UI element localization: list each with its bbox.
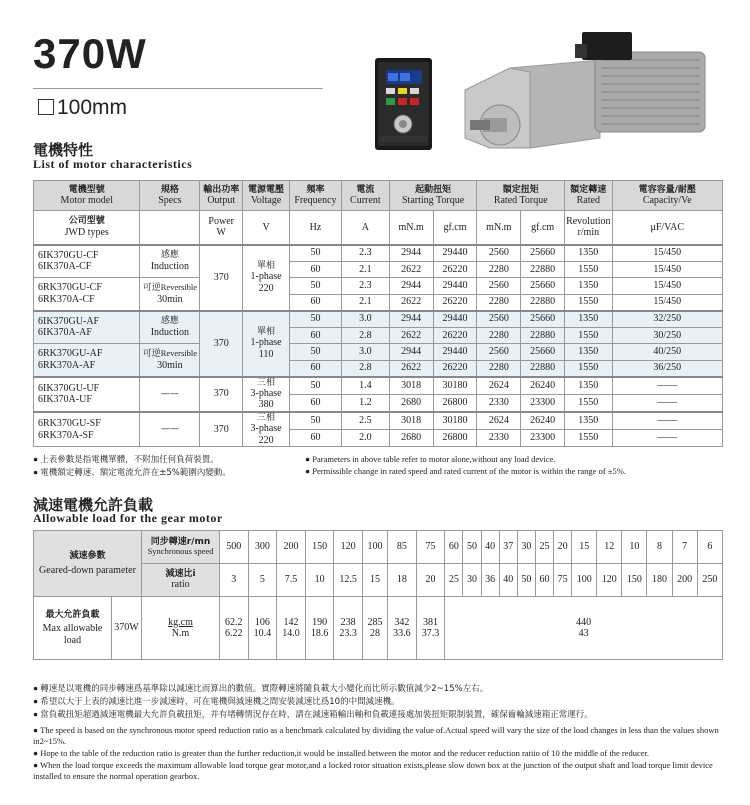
power-cell: 370 [200, 245, 243, 311]
cell-r1: 2560 [477, 344, 521, 361]
allowable-load-table [33, 530, 723, 660]
note-en-2: Permissible change in rated speed and rated current of the motor is within the range of ±5%. [312, 466, 626, 476]
specs-cell: 感應 Induction [140, 245, 200, 278]
ratio-cell: 120 [597, 564, 622, 597]
cell-a: 2.0 [341, 429, 389, 446]
load-cell: 106 10.4 [248, 597, 277, 660]
load-cell: 238 23.3 [334, 597, 363, 660]
col-power-unit: Power W [200, 211, 243, 245]
ratio-cell: 18 [388, 564, 417, 597]
cell-cap: —— [612, 412, 722, 429]
col-voltage-unit: V [243, 211, 290, 245]
cell-s2: 30180 [433, 412, 477, 429]
col-st-unit-mnm: mN.m [389, 211, 433, 245]
speed-cell: 20 [554, 531, 572, 564]
cell-cap: 40/250 [612, 344, 722, 361]
specs-cell: —— [140, 377, 200, 412]
ratio-cell: 30 [463, 564, 481, 597]
cell-cap: 15/450 [612, 294, 722, 311]
col-power: 輸出功率 Output [200, 181, 243, 211]
col-voltage: 電源電壓 Voltage [243, 181, 290, 211]
cell-a: 2.8 [341, 360, 389, 377]
cell-cap: 32/250 [612, 311, 722, 328]
cell-r1: 2280 [477, 360, 521, 377]
model-name: 6RK370GU-CF [38, 282, 102, 294]
cell-r1: 2330 [477, 394, 521, 412]
param-label: 減速參數 Geared-down parameter [34, 531, 142, 597]
cell-rpm: 1350 [565, 278, 612, 295]
load-cell: 342 33.6 [388, 597, 417, 660]
square-frame-icon [38, 99, 54, 115]
cell-f: 50 [289, 377, 341, 395]
cell-s2: 29440 [433, 278, 477, 295]
speed-cell: 8 [647, 531, 672, 564]
speed-cell: 40 [481, 531, 499, 564]
ratio-cell: 50 [517, 564, 535, 597]
model-name: 6IK370A-CF [38, 261, 92, 273]
load-cell: 142 14.0 [277, 597, 306, 660]
col-frequency-unit: Hz [289, 211, 341, 245]
power-cell: 370 [200, 377, 243, 412]
cell-s2: 26220 [433, 327, 477, 344]
cell-rpm: 1350 [565, 344, 612, 361]
col-current-unit: A [341, 211, 389, 245]
specs-cell: 感應 Induction [140, 311, 200, 344]
speed-cell: 7 [672, 531, 697, 564]
cell-a: 3.0 [341, 311, 389, 328]
cell-r1: 2280 [477, 261, 521, 278]
voltage-cell: 三相 3-phase 380 [243, 377, 290, 412]
table-row [34, 377, 723, 395]
footnote-zh-2: 希望以大于上表的減速比進一步減速時，可在電機與減速機之間安裝減速比爲10的中間減速機。 [40, 697, 400, 707]
cell-a: 2.3 [341, 245, 389, 262]
table-row [34, 412, 723, 429]
cell-r2: 22880 [521, 327, 565, 344]
cell-r1: 2624 [477, 412, 521, 429]
cell-s1: 3018 [389, 377, 433, 395]
voltage-cell: 單相 1-phase 220 [243, 245, 290, 311]
cell-r1: 2560 [477, 278, 521, 295]
load-cell: 285 28 [362, 597, 387, 660]
speed-cell: 10 [622, 531, 647, 564]
load-cell-rest: 440 43 [445, 597, 723, 660]
ratio-cell: 250 [697, 564, 722, 597]
motor-product-image [370, 20, 725, 150]
cell-r2: 25660 [521, 245, 565, 262]
cell-f: 60 [289, 294, 341, 311]
cell-cap: —— [612, 394, 722, 412]
col-model: 電機型號 Motor model [34, 181, 140, 211]
cell-s2: 29440 [433, 311, 477, 328]
cell-r1: 2624 [477, 377, 521, 395]
cell-rpm: 1350 [565, 245, 612, 262]
cell-s1: 2944 [389, 344, 433, 361]
cell-r1: 2280 [477, 327, 521, 344]
speed-cell: 300 [248, 531, 277, 564]
model-cell [34, 245, 140, 278]
col-rt-unit-mnm: mN.m [477, 211, 521, 245]
cell-f: 50 [289, 278, 341, 295]
cell-rpm: 1350 [565, 412, 612, 429]
cell-s1: 2622 [389, 360, 433, 377]
cell-s2: 30180 [433, 377, 477, 395]
cell-s1: 2944 [389, 311, 433, 328]
cell-cap: —— [612, 429, 722, 446]
cell-r1: 2560 [477, 245, 521, 262]
cell-a: 1.4 [341, 377, 389, 395]
cell-s2: 26220 [433, 261, 477, 278]
col-rt-unit-gfcm: gf.cm [521, 211, 565, 245]
col-rated-torque: 額定扭矩 Rated Torque [477, 181, 565, 211]
power-cell: 370 [200, 412, 243, 447]
cell-r1: 2280 [477, 294, 521, 311]
max-load-label: 最大允許負載 Max allowable load [34, 597, 112, 660]
col-rr-unit: Revolution r/min [565, 211, 612, 245]
cell-r2: 23300 [521, 429, 565, 446]
cell-rpm: 1350 [565, 377, 612, 395]
speed-cell: 50 [463, 531, 481, 564]
cell-r2: 22880 [521, 294, 565, 311]
cell-a: 2.1 [341, 261, 389, 278]
cell-s2: 26220 [433, 294, 477, 311]
ratio-cell: 12.5 [334, 564, 363, 597]
speed-controller-image [375, 58, 432, 150]
note-zh-2: 電機額定轉速、額定電流允許在±5%範圍內變動。 [40, 468, 231, 478]
footnote-en-1: The speed is based on the synchronous motor speed reduction ratio as a benchmark calculated by dividing the value of.Actual speed will vary the size of the load changes in less than the values shown in2~15%. [33, 725, 719, 746]
cell-rpm: 1550 [565, 394, 612, 412]
cell-r2: 25660 [521, 344, 565, 361]
ratio-cell: 5 [248, 564, 277, 597]
speed-cell: 150 [305, 531, 334, 564]
ratio-cell: 20 [416, 564, 445, 597]
gear-motor-image [465, 32, 705, 148]
cell-f: 60 [289, 429, 341, 446]
speed-cell: 25 [535, 531, 553, 564]
cell-cap: —— [612, 377, 722, 395]
cell-cap: 15/450 [612, 278, 722, 295]
footnote-zh-3: 當負載扭矩超過減速電機最大允許負載扭矩，并有堵轉情況存在時，請在減速箱輸出軸和負載連接處加裝扭矩限制裝置，確保齒輪減速箱正常運行。 [40, 710, 593, 720]
speed-cell: 6 [697, 531, 722, 564]
frame-size [38, 96, 127, 120]
cell-rpm: 1550 [565, 261, 612, 278]
cell-s1: 2622 [389, 294, 433, 311]
cell-f: 60 [289, 360, 341, 377]
notes-en: ● Parameters in above table refer to motor alone,without any load device. ● Permissible change in rated speed and rated current of the motor is within the range of ±5%. [305, 454, 626, 476]
specs-cell: 可逆Reversible 30min [140, 344, 200, 377]
power-cell: 370W [112, 597, 142, 660]
cell-f: 50 [289, 311, 341, 328]
model-name: 6RK370A-CF [38, 293, 95, 305]
speed-row [34, 531, 723, 564]
cell-f: 50 [289, 344, 341, 361]
speed-cell: 200 [277, 531, 306, 564]
note-en-1: Parameters in above table refer to motor alone,without any load device. [312, 454, 556, 464]
ratio-cell: 180 [647, 564, 672, 597]
model-cell [34, 344, 140, 377]
title-divider [33, 88, 323, 89]
cell-r2: 22880 [521, 360, 565, 377]
cell-s2: 26220 [433, 360, 477, 377]
voltage-cell: 三相 3-phase 220 [243, 412, 290, 447]
col-jwd-type: 公司型號 JWD types [34, 211, 140, 245]
ratio-cell: 36 [481, 564, 499, 597]
col-frequency: 頻率 Frequency [289, 181, 341, 211]
footnote-zh-1: 轉速是以電機的同步轉速爲基準除以減速比而算出的數值。實際轉速將隨負載大小變化而比所示數值減少2~15%左右。 [40, 684, 489, 694]
motor-characteristics-subheading: List of motor characteristics [33, 157, 193, 171]
load-cell: 381 37.3 [416, 597, 445, 660]
speed-cell: 60 [445, 531, 463, 564]
cell-s1: 2680 [389, 394, 433, 412]
notes-zh: ● 上表參數是指電機單體，不附加任何負荷裝置。 ● 電機額定轉速、額定電流允許在±5%範圍內變動。 [33, 454, 231, 478]
motor-characteristics-table [33, 180, 723, 447]
frame-size-value: 100mm [57, 96, 128, 119]
cell-s2: 26800 [433, 394, 477, 412]
ratio-cell: 200 [672, 564, 697, 597]
unit-cell: kg.cm N.m [142, 597, 220, 660]
cell-rpm: 1350 [565, 311, 612, 328]
cell-f: 50 [289, 245, 341, 262]
cell-a: 2.1 [341, 294, 389, 311]
page-title: 370W [33, 30, 147, 77]
model-name: 6IK370A-AF [38, 327, 92, 339]
load-cell: 62.2 6.22 [220, 597, 249, 660]
model-name: 6RK370A-SF [38, 429, 94, 441]
model-name: 6RK370A-AF [38, 359, 96, 371]
ratio-cell: 7.5 [277, 564, 306, 597]
cell-s1: 2944 [389, 245, 433, 262]
col-cap-unit: μF/VAC [612, 211, 722, 245]
cell-a: 2.3 [341, 278, 389, 295]
ratio-cell: 25 [445, 564, 463, 597]
cell-r1: 2330 [477, 429, 521, 446]
model-cell [34, 412, 140, 447]
cell-a: 3.0 [341, 344, 389, 361]
cell-s1: 2680 [389, 429, 433, 446]
ratio-cell: 3 [220, 564, 249, 597]
cell-s2: 26800 [433, 429, 477, 446]
cell-rpm: 1550 [565, 429, 612, 446]
cell-s2: 29440 [433, 344, 477, 361]
col-st-unit-gfcm: gf.cm [433, 211, 477, 245]
table-row [34, 245, 723, 262]
cell-r2: 25660 [521, 311, 565, 328]
cell-r1: 2560 [477, 311, 521, 328]
ratio-cell: 150 [622, 564, 647, 597]
voltage-cell: 單相 1-phase 110 [243, 311, 290, 377]
cell-s1: 2944 [389, 278, 433, 295]
motor-characteristics-heading: 電機特性 [33, 141, 94, 159]
col-current: 電流 Current [341, 181, 389, 211]
ratio-cell: 100 [572, 564, 597, 597]
specs-cell: —— [140, 412, 200, 447]
speed-cell: 500 [220, 531, 249, 564]
sync-speed-label: 同步轉速r/mn Synchronous speed [142, 531, 220, 564]
cell-s1: 2622 [389, 261, 433, 278]
cell-cap: 30/250 [612, 327, 722, 344]
cell-a: 1.2 [341, 394, 389, 412]
ratio-label: 減速比i ratio [142, 564, 220, 597]
cell-r2: 22880 [521, 261, 565, 278]
ratio-cell: 40 [499, 564, 517, 597]
model-name: 6RK370GU-SF [38, 418, 101, 430]
cell-rpm: 1550 [565, 327, 612, 344]
cell-f: 60 [289, 327, 341, 344]
allowable-load-subheading: Allowable load for the gear motor [33, 511, 223, 525]
power-cell: 370 [200, 311, 243, 377]
speed-cell: 120 [334, 531, 363, 564]
cell-cap: 15/450 [612, 245, 722, 262]
ratio-cell: 15 [362, 564, 387, 597]
ratio-cell: 10 [305, 564, 334, 597]
cell-cap: 36/250 [612, 360, 722, 377]
footnote-en-2: Hope to the table of the reduction ratio is greater than the further reduction,it would be installed between the motor and the reducer reduction ratiio of 10 the middle of the reducer. [40, 748, 649, 758]
cell-s1: 2622 [389, 327, 433, 344]
model-cell [34, 377, 140, 412]
col-capacity: 電容容量/耐壓 Capacity/Ve [612, 181, 722, 211]
speed-cell: 75 [416, 531, 445, 564]
max-load-row [34, 597, 723, 660]
cell-rpm: 1550 [565, 294, 612, 311]
speed-cell: 12 [597, 531, 622, 564]
model-cell [34, 278, 140, 311]
cell-f: 50 [289, 412, 341, 429]
footnote-en-3: When the load torque exceeds the maximum allowable load torque gear motor,and a locked rotor situation exists,please slow down box at the junction of the output shaft and load torque limit device installed to ensure the normal operation gearbox. [33, 760, 713, 781]
table-row [34, 311, 723, 328]
speed-cell: 30 [517, 531, 535, 564]
model-name: 6RK370GU-AF [38, 348, 103, 360]
load-cell: 190 18.6 [305, 597, 334, 660]
ratio-cell: 60 [535, 564, 553, 597]
cell-cap: 15/450 [612, 261, 722, 278]
table-row [34, 344, 723, 361]
cell-rpm: 1550 [565, 360, 612, 377]
cell-r2: 25660 [521, 278, 565, 295]
speed-cell: 37 [499, 531, 517, 564]
cell-r2: 26240 [521, 377, 565, 395]
speed-cell: 15 [572, 531, 597, 564]
cell-f: 60 [289, 394, 341, 412]
footnotes: ● 轉速是以電機的同步轉速爲基準除以減速比而算出的數值。實際轉速將隨負載大小變化而比所示數值減少2~15%左右。 ● 希望以大于上表的減速比進一步減速時，可在電機與減速機之間安裝減速比爲10的中間減速機。 ● 當負載扭矩超過減速電機最大允許負載扭矩，并有堵轉情況存在時，請在減速箱輸出軸和負載連接處加裝扭矩限制裝置，確保齒輪減速箱正常運行。 ● The speed is based on the synchronous motor speed reduction ratio as a benchmark calculated by dividing the value of.Actual speed will vary the size of the load changes in less than the values shown in2~15%. ● Hope to the table of the reduction ratio is greater than the further reduction,it would be installed between the motor and the reducer reduction ratiio of 10 the middle of the reducer. ● When the load torque exceeds the maximum allowable load torque gear motor,and a locked rotor situation exists,please slow down box at the junction of the output shaft and load torque limit device installed to ensure the normal operation gearbox. [33, 683, 719, 781]
model-cell [34, 311, 140, 344]
ratio-cell: 75 [554, 564, 572, 597]
cell-s2: 29440 [433, 245, 477, 262]
cell-r2: 23300 [521, 394, 565, 412]
model-name: 6IK370A-UF [38, 394, 92, 406]
cell-a: 2.8 [341, 327, 389, 344]
cell-s1: 3018 [389, 412, 433, 429]
allowable-load-heading: 減速電機允許負載 [33, 496, 154, 514]
model-name: 6IK370GU-CF [38, 249, 99, 261]
table-row [34, 278, 723, 295]
speed-cell: 85 [388, 531, 417, 564]
cell-r2: 26240 [521, 412, 565, 429]
cell-f: 60 [289, 261, 341, 278]
cell-a: 2.5 [341, 412, 389, 429]
col-specs: 規格 Specs [140, 181, 200, 211]
specs-cell: 可逆Reversible 30min [140, 278, 200, 311]
speed-cell: 100 [362, 531, 387, 564]
col-starting-torque: 起動扭矩 Starting Torque [389, 181, 477, 211]
col-rated-revolution: 額定轉速 Rated [565, 181, 612, 211]
model-name: 6IK370GU-UF [38, 382, 100, 394]
model-name: 6IK370GU-AF [38, 315, 100, 327]
note-zh-1: 上表參數是指電機單體，不附加任何負荷裝置。 [40, 455, 219, 465]
